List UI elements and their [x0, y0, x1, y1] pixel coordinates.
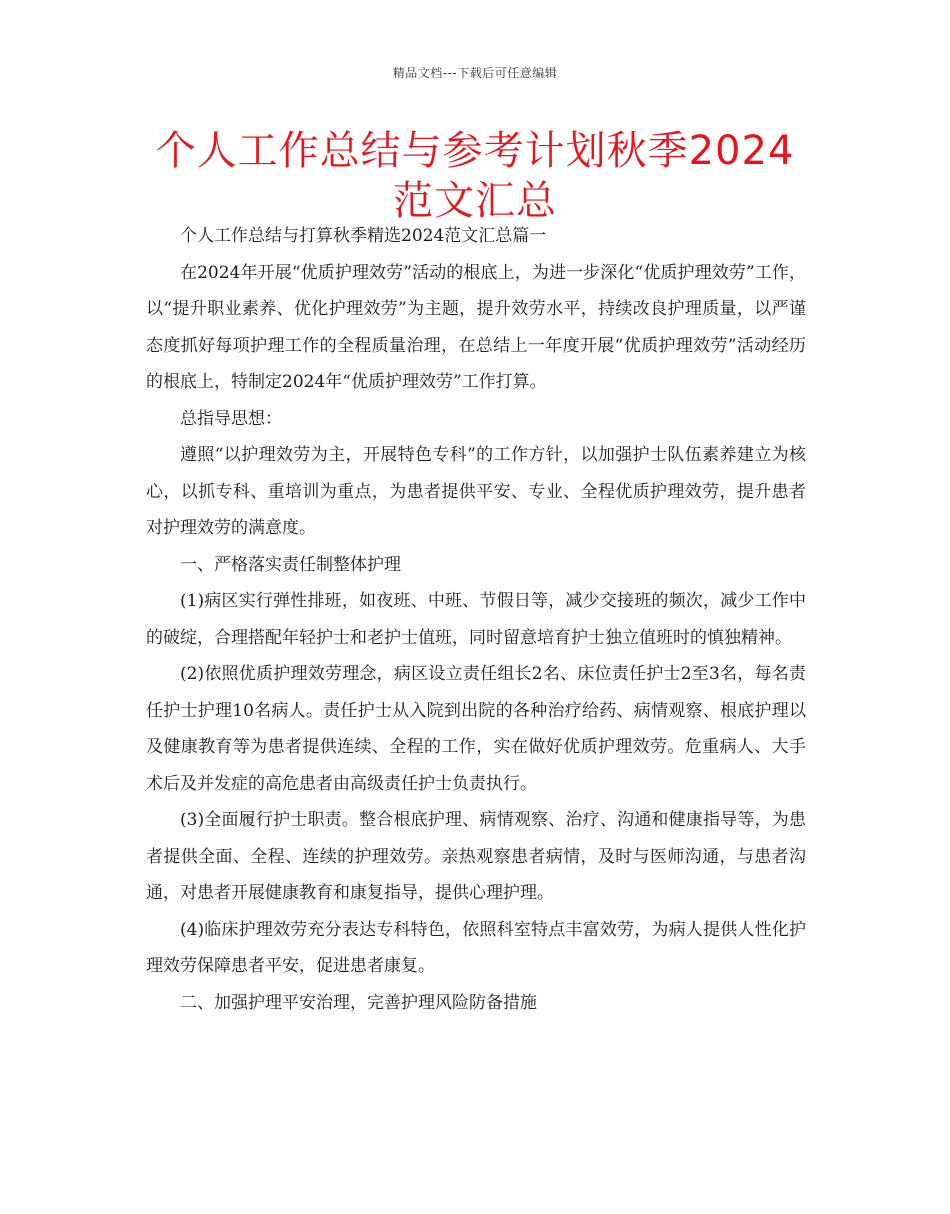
paragraph-intro: 在2024年开展“优质护理效劳”活动的根底上，为进一步深化“优质护理效劳”工作，以“提升职业素养、优化护理效劳”为主题，提升效劳水平，持续改良护理质量，以严谨态度抓好每项护理工作的全程质量治理，在总结上一年度开展“优质护理效劳”活动经历的根底上，特制定2024年“优质护理效劳”工作打算。: [146, 262, 806, 392]
paragraph-guiding-label: 总指导思想：: [180, 408, 282, 429]
paragraph-item-2: (2)依照优质护理效劳理念，病区设立责任组长2名、床位责任护士2至3名，每名责任护士护理10名病人。责任护士从入院到出院的各种治疗给药、病情观察、根底护理以及健康教育等为患者提供连续、全程的工作，实在做好优质护理效劳。危重病人、大手术后及并发症的高危患者由高级责任护士负责执行。: [146, 664, 806, 794]
section-heading-two: 二、加强护理平安治理，完善护理风险防备措施: [180, 992, 537, 1013]
document-body: [146, 218, 806, 1021]
document-title: 个人工作总结与参考计划秋季2024范文汇总: [155, 128, 795, 224]
paragraph-item-1: (1)病区实行弹性排班，如夜班、中班、节假日等，减少交接班的频次，减少工作中的破绽，合理搭配年轻护士和老护士值班，同时留意培育护士独立值班时的慎独精神。: [146, 591, 806, 648]
section-heading-one: 一、严格落实责任制整体护理: [180, 554, 401, 575]
section-heading-1: 个人工作总结与打算秋季精选2024范文汇总篇一: [180, 226, 547, 246]
paragraph-guiding-text: 遵照“以护理效劳为主，开展特色专科”的工作方针，以加强护士队伍素养建立为核心，以抓专科、重培训为重点，为患者提供平安、专业、全程优质护理效劳，提升患者对护理效劳的满意度。: [146, 445, 806, 538]
paragraph-item-3: (3)全面履行护士职责。整合根底护理、病情观察、治疗、沟通和健康指导等，为患者提供全面、全程、连续的护理效劳。亲热观察患者病情，及时与医师沟通，与患者沟通，对患者开展健康教育和康复指导，提供心理护理。: [146, 810, 806, 903]
header-note: 精品文档---下载后可任意编辑: [392, 66, 558, 80]
paragraph-item-4: (4)临床护理效劳充分表达专科特色，依照科室特点丰富效劳，为病人提供人性化护理效劳保障患者平安，促进患者康复。: [146, 919, 806, 976]
